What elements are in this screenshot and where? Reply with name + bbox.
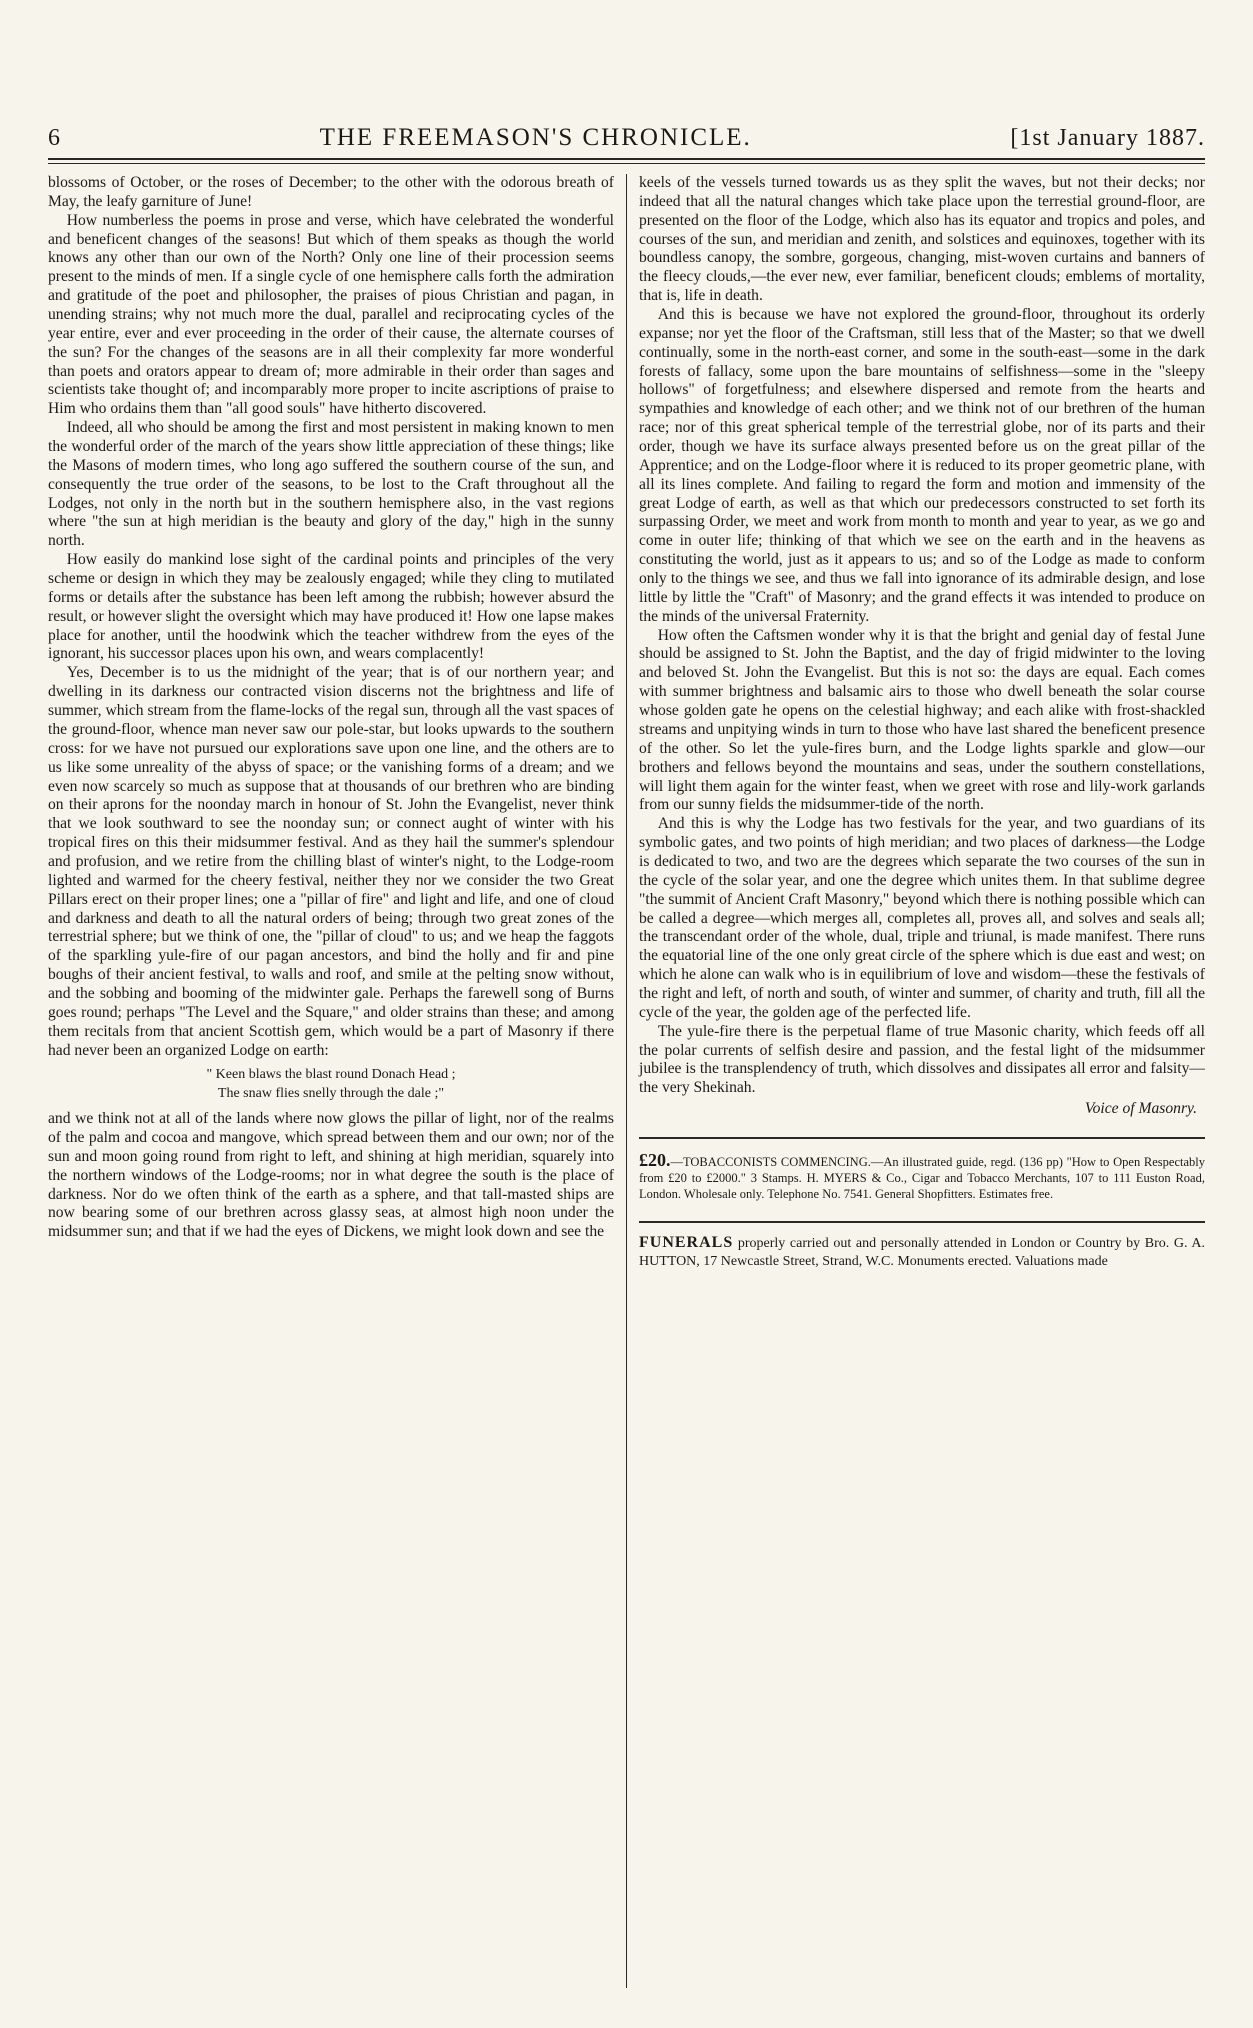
- advert-text: —TOBACCONISTS COMMENCING.—An illustrated guide, regd. (136 pp) "How to Open Respectably from £20 to £2000." 3 Stamps. H. MYERS & Co., Cigar and Tobacco Merchants, 107 to 111 Euston Road, London. Wholesale only. Telephone No. 7541. General Shopfitters. Estimates free.: [639, 1154, 1205, 1202]
- paragraph: The yule-fire there is the perpetual flame of true Masonic charity, which feeds off all the polar currents of selfish desire and passion, and the festal light of the midsummer jubilee is the transplendency of truth, which dissolves and dissipates all error and falsity—the very Shekinah.: [639, 1022, 1205, 1097]
- paragraph: And this is why the Lodge has two festivals for the year, and two guardians of its symbolic gates, and two points of high meridian; and two places of darkness—the Lodge is dedicated to two, and two are the degrees which separate the two courses of the sun in the cycle of the solar year, and one the degree which unites them. In that sublime degree "the summit of Ancient Craft Masonry," beyond which there is nothing possible which can be called a degree—which merges all, completes all, proves all, and solves and seals all; the transcendant order of the whole, dual, triple and triunal, is made manifest. There runs the equatorial line of the one only great circle of the sphere which is due east and west; on which he alone can walk who is in equilibrium of love and wisdom—these the festivals of the right and left, of north and south, of winter and summer, of charity and truth, fill all the cycle of the year, the golden age of the perfected life.: [639, 815, 1205, 1021]
- article-columns: [48, 174, 1205, 1988]
- paragraph: And this is because we have not explored the ground-floor, throughout its orderly expanse; nor yet the floor of the Craftsman, still less that of the Master; so that we dwell continually, some in the north-east corner, and some in the south-east—some in the dark forests of fallacy, some upon the bare mountains of selfishness—some in the "sleepy hollows" of forgetfulness; and elsewhere dispersed and remote from the hearts and sympathies and knowledge of each other; and we think not of our brethren of the human race; nor of this great spherical temple of the terrestrial globe, nor of its parts and their order, though we have its surface always presented before us on the great pillar of the Apprentice; and on the Lodge-floor where it is reduced to its proper geometric plane, with all its lines complete. And failing to regard the form and motion and immensity of the great Lodge of earth, as well as that which our predecessors constructed to set forth its surpassing Order, we meet and work from month to month and year to year, as we go and come in outer life; thinking of that which we see on the earth and in the heavens as constituting the world, just as it appears to us; and so of the Lodge as made to conform only to the things we see, and thus we fall into ignorance of its admirable design, and lose little by little the "Craft" of Masonry; and the grand effects it was intended to produce on the minds of the universal Fraternity.: [639, 306, 1205, 625]
- advert-lead: £20.: [639, 1149, 671, 1170]
- verse-line: " Keen blaws the blast round Donach Head ;: [206, 1067, 456, 1083]
- verse-quote: [48, 1066, 614, 1104]
- advert-funerals: [639, 1233, 1205, 1271]
- article-signature: Voice of Masonry.: [1084, 1100, 1197, 1118]
- page-number: 6: [48, 125, 61, 151]
- advert-tobacconists: [639, 1149, 1205, 1203]
- paragraph: keels of the vessels turned towards us as they split the waves, but not their decks; nor indeed that all the natural changes which take place upon the terrestial ground-floor, are presented on the floor of the Lodge, which also has its equator and tropics and poles, and courses of the sun, and meridian and zenith, and solstices and equinoxes, together with its boundless canopy, the sombre, gorgeous, changing, mist-woven curtains and banners of the fleecy clouds,—the ever new, ever familiar, beneficent clouds; emblems of mortality, that is, life in death.: [639, 174, 1205, 305]
- paragraph: How often the Caftsmen wonder why it is that the bright and genial day of festal June should be assigned to St. John the Baptist, and the day of frigid midwinter to the loving and beloved St. John the Evangelist. But this is not so: the days are equal. Each comes with summer brightness and balsamic airs to those who dwell beneath the solar course whose golden gate he opens on the celestial highway; and each alike with frost-shackled streams and unpitying winds in turn to those who have last shared the beneficent presence of the other. So let the yule-fires burn, and the Lodge lights sparkle and glow—our brothers and fellows beyond the mountains and seas, under the southern constellations, will light them again for the winter feast, when we greet with rose and lily-work garlands from our sunny fields the midsummer-tide of the north.: [639, 626, 1205, 814]
- page-header: [48, 124, 1205, 152]
- publication-title: THE FREEMASON'S CHRONICLE.: [319, 124, 752, 151]
- verse-line: The snaw flies snelly through the dale ;": [217, 1086, 445, 1102]
- advert-text: properly carried out and personally attended in London or Country by Bro. G. A. HUTTON, 17 Newcastle Street, Strand, W.C. Monuments erected. Valuations made: [639, 1235, 1205, 1269]
- header-rule-thin: [48, 163, 1205, 164]
- right-column: [627, 174, 1205, 1988]
- paragraph: How easily do mankind lose sight of the cardinal points and principles of the very scheme or design in which they may be zealously engaged; while they cling to mutilated forms or details after the substance has been left among the rubbish; however absurd the result, or however slight the oversight which may have produced it! How one lapse makes place for another, until the hoodwink which the teacher withdrew from the eyes of the ignorant, his successor places upon his own, and wears complacently!: [48, 551, 614, 663]
- advert-separator: [639, 1221, 1205, 1223]
- issue-date: [1st January 1887.: [1010, 125, 1205, 151]
- paragraph: Indeed, all who should be among the first and most persistent in making known to men the wonderful order of the march of the years show little appreciation of these things; like the Masons of modern times, who long ago suffered the southern course of the sun, and consequently the true order of the seasons, to be lost to the Craft throughout all the Lodges, not only in the north but in the southern hemisphere also, in the vast regions where "the sun at high meridian is the beauty and glory of the day," high in the sunny north.: [48, 419, 614, 550]
- paragraph: How numberless the poems in prose and verse, which have celebrated the wonderful and beneficent changes of the seasons! But which of them speaks as though the world knows any other than our own of the North? Only one line of their procession seems present to the minds of men. If a single cycle of one hemisphere calls forth the admiration and gratitude of the poet and philosopher, the praises of pious Christian and pagan, in unending strains; why not much more the dual, parallel and reciprocating cycles of the year entire, ever and ever proceeding in the order of their cause, the alternate courses of the sun? For the changes of the seasons are in all their complexity far more wonderful than poets and orators appear to dream of; more admirable in their order than sages and scientists take thought of; and incomparably more proper to incite ascriptions of praise to Him who ordains them than "all good souls" have hitherto discovered.: [48, 211, 614, 418]
- header-rule: [48, 158, 1205, 160]
- paragraph: blossoms of October, or the roses of December; to the other with the odorous breath of May, the leafy garniture of June!: [48, 174, 614, 210]
- left-column: [48, 174, 626, 1988]
- advert-lead: FUNERALS: [639, 1233, 734, 1251]
- advert-separator: [639, 1137, 1205, 1139]
- paragraph: and we think not at all of the lands where now glows the pillar of light, nor of the realms of the palm and cocoa and mangove, which spread between them and our own; nor of the sun and moon going round from right to left, and shining at high meridian, squarely into the northern windows of the Lodge-rooms; nor in what degree the south is the place of darkness. Nor do we often think of the earth as a sphere, and that tall-masted ships are now bearing some of our brethren across glassy seas, at almost high noon under the midsummer sun; and that if we had the eyes of Dickens, we might look down and see the: [48, 1110, 614, 1241]
- paragraph: Yes, December is to us the midnight of the year; that is of our northern year; and dwelling in its darkness our contracted vision discerns not the brightness and life of summer, which stream from the flame-locks of the regal sun, through all the vast spaces of the ground-floor, whence man never saw our pole-star, but looks upwards to the southern cross: for we have not pursued our explorations save upon one line, and the others are to us like some unreality of the abyss of space; or the vanishing forms of a dream; and we even now scarcely so much as suppose that at thousands of our brethren who are binding on their aprons for the noonday march in honour of St. John the Evangelist, never think that we look southward to see the noonday sun; or connect aught of winter with his tropical fires on this their midsummer festival. And as they hail the summer's splendour and profusion, and we retire from the chilling blast of winter's night, to the Lodge-room lighted and warmed for the cheery festival, neither they nor we consider the two Great Pillars erect on their proper lines; one a "pillar of fire" and light and life, and one of cloud and darkness and death to all the natural orders of being; through two great zones of the terrestrial sphere; but we think of one, the "pillar of cloud" to us; and we heap the faggots of the sparkling yule-fire of our pagan ancestors, and bind the holly and fir and pine boughs of their ancient festival, to walls and roof, and smile at the pelting snow without, and the sobbing and booming of the midwinter gale. Perhaps the farewell song of Burns goes round; perhaps "The Level and the Square," and older strains than these; and among them recitals from that ancient Scottish gem, which would be a part of Masonry if there had never been an organized Lodge on earth:: [48, 664, 614, 1059]
